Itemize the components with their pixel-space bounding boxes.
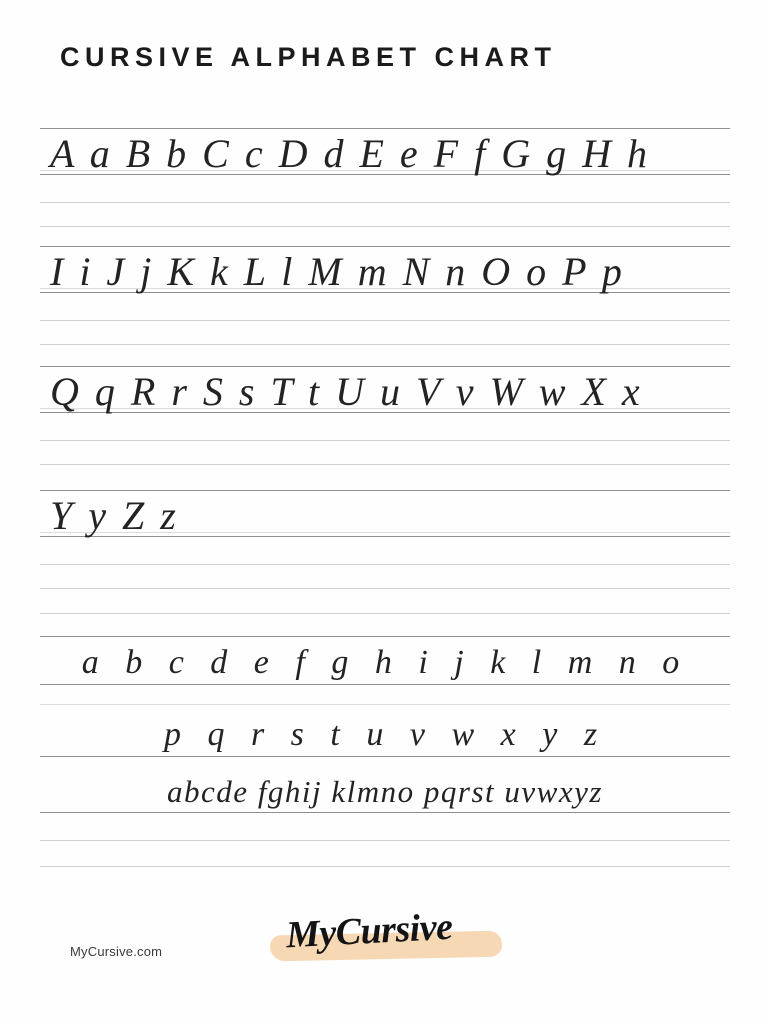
rule-top — [40, 490, 730, 491]
letter-row: Q q R r S s T t U u V v W w X x — [50, 369, 643, 414]
rule-top — [40, 366, 730, 367]
letter-row: Y y Z z — [50, 493, 179, 538]
rule-descender — [40, 564, 730, 565]
letter-row: I i J j K k L l M m N n O o P p — [50, 249, 625, 294]
letter-row: abcde fghij klmno pqrst uvwxyz — [167, 774, 603, 809]
letter-row: A a B b C c D d E e F f G g H h — [50, 131, 650, 176]
letter-row: a b c d e f g h i j k l m n o — [81, 644, 689, 681]
rule-bottom — [40, 344, 730, 345]
rule-top — [40, 128, 730, 129]
ruled-band-lowercase-groups — [40, 770, 730, 880]
logo-wordmark: MyCursive — [285, 905, 454, 957]
rule-bottom — [40, 226, 730, 227]
rule-top — [40, 636, 730, 637]
ruled-band-lowercase-2 — [40, 710, 730, 758]
rule-mid — [40, 704, 730, 705]
letter-row: p q r s t u v w x y z — [163, 716, 607, 753]
rule-descender — [40, 320, 730, 321]
rule-baseline — [40, 684, 730, 685]
brand-logo — [262, 905, 510, 967]
rule-descender — [40, 440, 730, 441]
rule-baseline — [40, 756, 730, 757]
site-url-text: MyCursive.com — [70, 944, 163, 959]
ruled-band-uppercase-1 — [40, 128, 730, 228]
rule-extra — [40, 613, 730, 614]
ruled-band-uppercase-2 — [40, 246, 730, 346]
rule-bottom — [40, 464, 730, 465]
rule-bottom — [40, 866, 730, 867]
rule-descender — [40, 840, 730, 841]
rule-descender — [40, 202, 730, 203]
rule-top — [40, 246, 730, 247]
rule-bottom — [40, 588, 730, 589]
ruled-band-uppercase-4 — [40, 490, 730, 615]
ruled-band-lowercase-1 — [40, 636, 730, 686]
rule-baseline — [40, 812, 730, 813]
page-title: CURSIVE ALPHABET CHART — [60, 42, 557, 72]
ruled-band-uppercase-3 — [40, 366, 730, 466]
